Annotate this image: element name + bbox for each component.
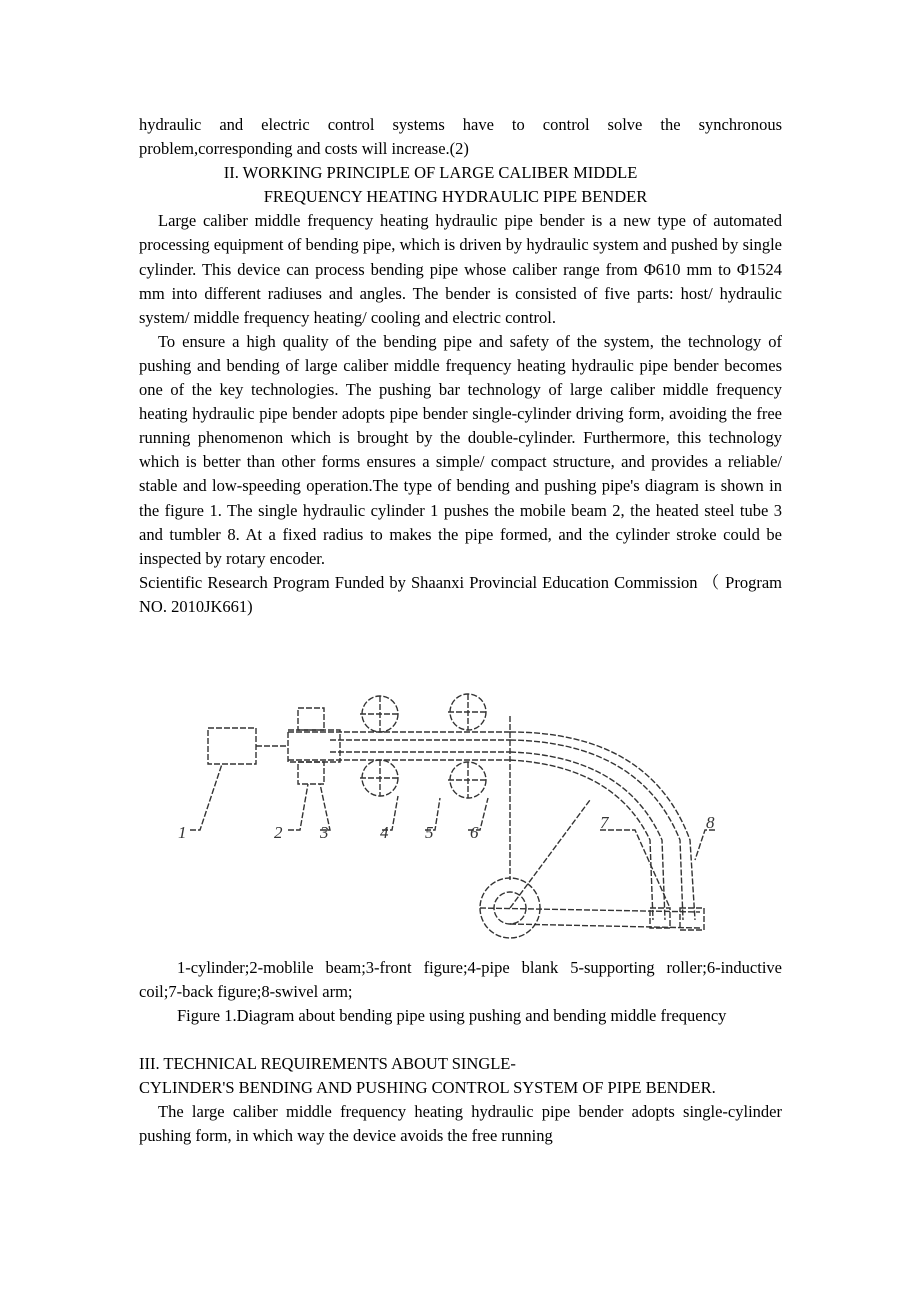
section-heading-3-line1: III. TECHNICAL REQUIREMENTS ABOUT SINGLE- <box>139 1054 516 1073</box>
figure-caption: Figure 1.Diagram about bending pipe using pushing and bending middle frequency <box>177 1006 727 1026</box>
paragraph-principle: Large caliber middle frequency heating hydraulic pipe bender is a new type of automated processing equipment of bending pipe, which is driven by hydraulic system and pushed by single cylinder. This device can process bending pipe whose caliber range from Φ610 mm to Φ1524 mm into different radiuses and angles. The bender is consisted of five parts: host/ hydraulic system/ middle frequency heating/ cooling and electric control. <box>139 211 782 327</box>
text-column-bottom <box>139 1052 782 1148</box>
figure-label-1: 1 <box>178 823 187 842</box>
paragraph-technology: To ensure a high quality of the bending pipe and safety of the system, the technology of pushing and bending of large caliber middle frequency heating hydraulic pipe bender becomes one of the key technologies. The pushing bar technology of large caliber middle frequency heating hydraulic pipe bender adopts pipe bender single-cylinder driving form, avoiding the free running phenomenon which is brought by the double-cylinder. Furthermore, this technology which is better than other forms ensures a simple/ compact structure, and provides a reliable/ stable and low-speeding operation.The type of bending and pushing pipe's diagram is shown in the figure 1. The single hydraulic cylinder 1 pushes the mobile beam 2, the heated steel tube 3 and tumbler 8. At a fixed radius to makes the pipe formed, and the cylinder stroke could be inspected by rotary encoder. <box>139 331 782 568</box>
figure-label-4: 4 <box>380 823 389 842</box>
figure-label-6: 6 <box>470 823 479 842</box>
figure-pipe-bender-diagram <box>170 690 740 952</box>
section-heading-3-line2: CYLINDER'S BENDING AND PUSHING CONTROL SYSTEM OF PIPE BENDER. <box>139 1078 716 1098</box>
paragraph-technical-requirements: The large caliber middle frequency heating hydraulic pipe bender adopts single-cylinder pushing form, in which way the device avoids the free running <box>139 1102 782 1146</box>
paragraph-intro: hydraulic and electric control systems have to control solve the synchronous problem,corresponding and costs will increase.(2) <box>139 115 782 159</box>
pipe-bender-diagram-svg <box>170 690 740 952</box>
figure-label-3: 3 <box>320 823 329 842</box>
front-figure-top <box>298 708 324 730</box>
figure-label-2: 2 <box>274 823 283 842</box>
figure-legend: 1-cylinder;2-moblile beam;3-front figure;4-pipe blank 5-supporting roller;6-inductive coil;7-back figure;8-swivel arm; <box>139 958 782 1002</box>
text-column-top <box>139 113 782 619</box>
figure-label-7: 7 <box>600 813 609 832</box>
figure-label-8: 8 <box>706 813 715 832</box>
section-heading-2-line1: II. WORKING PRINCIPLE OF LARGE CALIBER MIDDLE <box>223 163 638 183</box>
figure-caption-block <box>139 956 782 1028</box>
cylinder-shape <box>208 728 256 764</box>
mobile-beam-shape <box>288 730 340 762</box>
section-heading-2-line2: FREQUENCY HEATING HYDRAULIC PIPE BENDER <box>263 187 648 207</box>
front-figure-bottom <box>298 762 324 784</box>
paragraph-funding: Scientific Research Program Funded by Shaanxi Provincial Education Commission （ Program NO. 2010JK661) <box>139 572 782 616</box>
section-heading-2 <box>139 161 782 209</box>
figure-label-5: 5 <box>425 823 434 842</box>
